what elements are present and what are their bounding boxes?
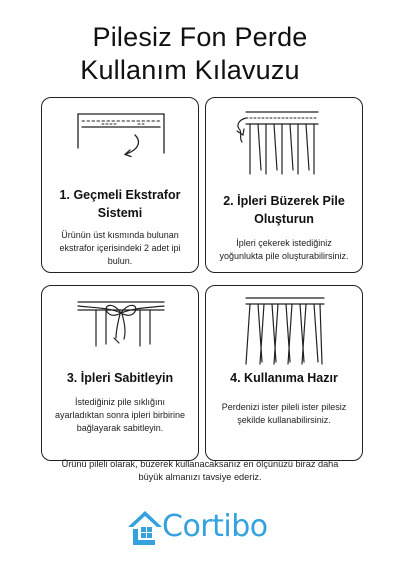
sizing-note [40, 458, 360, 484]
page-title-line-2: Kullanım Kılavuzu [80, 55, 300, 85]
sizing-note-line-1: Ürünü pileli olarak, büzerek kullanacaksanız en ölçünüzü biraz daha [61, 459, 339, 469]
step-1-title-line-1: 1. Geçmeli Ekstrafor [59, 188, 181, 202]
step-2-desc-line-1: İpleri çekerek istediğiniz [236, 238, 332, 248]
step-card-1 [41, 97, 199, 273]
step-2-title-line-2: Oluşturun [254, 212, 314, 226]
page-title-line-1: Pilesiz Fon Perde [92, 22, 308, 52]
step-card-4 [205, 285, 363, 461]
step-3-title-line-1: 3. İpleri Sabitleyin [66, 371, 174, 385]
step-3-desc-line-2: ayarladıktan sonra ipleri birbirine [54, 410, 186, 420]
brand-name: Cortibo [162, 509, 268, 544]
step-1-desc-line-3: bulun. [107, 256, 133, 266]
step-4-title-line-1: 4. Kullanıma Hazır [230, 371, 338, 385]
step-4-desc-line-2: şekilde kullanabilirsiniz. [237, 415, 331, 425]
step-card-2 [205, 97, 363, 273]
curtain-rod-insert-icon [42, 98, 200, 198]
step-3-desc-line-3: bağlayarak sabitleyin. [76, 423, 164, 433]
step-1-desc-line-2: ekstrafor içerisindeki 2 adet ipi [59, 243, 181, 253]
step-1-title-line-2: Sistemi [97, 206, 143, 220]
step-2-title-line-1: 2. İpleri Büzerek Pile [223, 194, 345, 208]
step-3-desc-line-1: İstediğiniz pile sıklığını [74, 397, 166, 407]
pleated-curtain-pull-icon [206, 98, 364, 198]
step-4-desc-line-1: Perdenizi ister pileli ister pilesiz [221, 402, 347, 412]
step-1-desc-line-1: Ürünün üst kısmında bulunan [61, 230, 179, 240]
step-2-desc-line-2: yoğunlukta pile oluşturabilirsiniz. [219, 251, 349, 261]
sizing-note-line-2: büyük almanızı tavsiye ederiz. [138, 472, 262, 482]
step-card-3 [41, 285, 199, 461]
